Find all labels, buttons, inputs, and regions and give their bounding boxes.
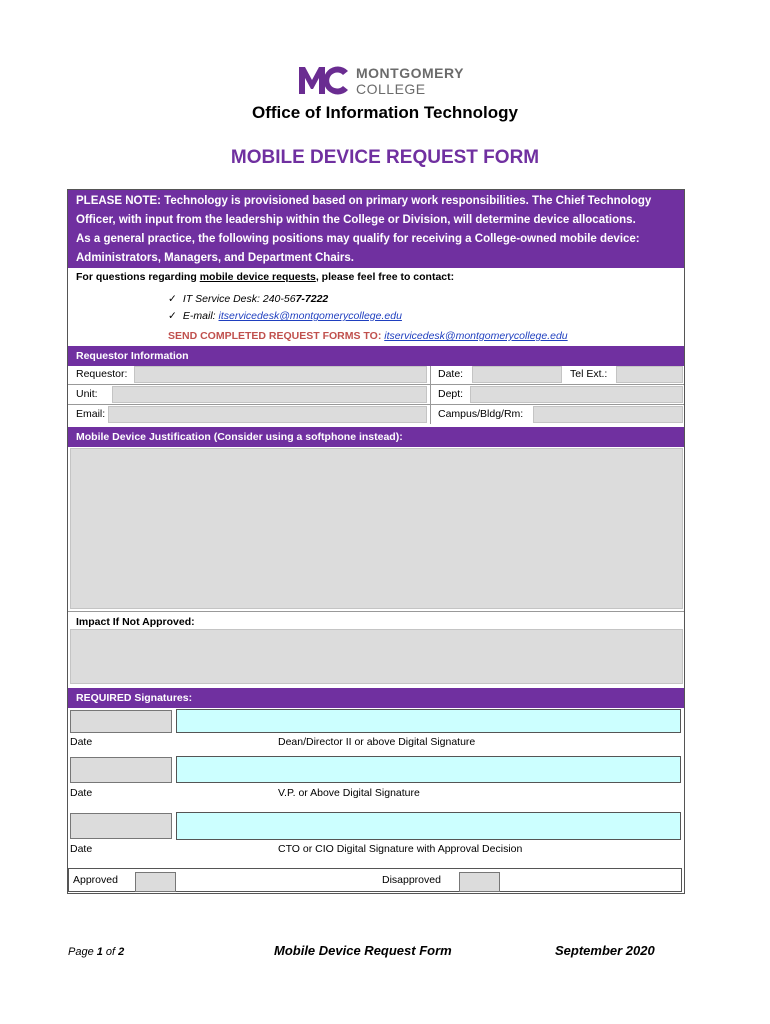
tel-ext-field[interactable] bbox=[616, 366, 683, 383]
email-field[interactable] bbox=[108, 406, 427, 423]
cto-signature-field[interactable] bbox=[176, 812, 681, 840]
impact-textarea[interactable] bbox=[70, 629, 683, 684]
disapproved-checkbox[interactable] bbox=[459, 872, 500, 892]
checkmark-icon: ✓ bbox=[168, 293, 177, 305]
divider bbox=[68, 384, 684, 385]
service-desk-email-link[interactable]: itservicedesk@montgomerycollege.edu bbox=[218, 310, 402, 322]
cto-signature-label: CTO or CIO Digital Signature with Approval Decision bbox=[278, 843, 523, 855]
divider bbox=[68, 611, 684, 612]
requestor-field[interactable] bbox=[134, 366, 427, 383]
logo-text-line2: COLLEGE bbox=[356, 81, 426, 97]
form-title: MOBILE DEVICE REQUEST FORM bbox=[230, 147, 540, 168]
divider bbox=[68, 404, 684, 405]
send-forms-line: SEND COMPLETED REQUEST FORMS TO: itservicedesk@montgomerycollege.edu bbox=[168, 330, 568, 342]
logo-text-line1: MONTGOMERY bbox=[356, 65, 464, 81]
signature-date-field-2[interactable] bbox=[70, 757, 172, 783]
office-title: Office of Information Technology bbox=[251, 103, 518, 122]
note-line: Officer, with input from the leadership within the College or Division, will determine device allocations. bbox=[76, 214, 636, 226]
date-field[interactable] bbox=[472, 366, 562, 383]
signature-date-field-1[interactable] bbox=[70, 710, 172, 733]
send-email-link[interactable]: itservicedesk@montgomerycollege.edu bbox=[384, 330, 568, 342]
signatures-section-header: REQUIRED Signatures: bbox=[68, 688, 684, 708]
dean-signature-field[interactable] bbox=[176, 709, 681, 733]
dean-signature-label: Dean/Director II or above Digital Signature bbox=[278, 736, 476, 748]
requestor-section-header: Requestor Information bbox=[68, 346, 684, 366]
checkmark-icon: ✓ bbox=[168, 310, 177, 322]
justification-section-header: Mobile Device Justification (Consider using a softphone instead): bbox=[68, 427, 684, 447]
service-desk-line: ✓ IT Service Desk: 240-567-7222 bbox=[168, 293, 329, 305]
justification-textarea[interactable] bbox=[70, 448, 683, 609]
requestor-label: Requestor: bbox=[76, 368, 128, 380]
note-line: Administrators, Managers, and Department Chairs. bbox=[76, 252, 354, 264]
date-label-2: Date bbox=[70, 787, 93, 799]
vp-signature-label: V.P. or Above Digital Signature bbox=[278, 787, 420, 799]
note-line: PLEASE NOTE: Technology is provisioned based on primary work responsibilities. The Chief Technology bbox=[76, 195, 652, 207]
impact-label: Impact If Not Approved: bbox=[76, 616, 195, 628]
please-note-box bbox=[68, 190, 684, 268]
dept-label: Dept: bbox=[438, 388, 464, 400]
column-divider bbox=[430, 366, 431, 424]
tel-ext-label: Tel Ext.: bbox=[570, 368, 608, 380]
unit-label: Unit: bbox=[76, 388, 98, 400]
campus-field[interactable] bbox=[533, 406, 683, 423]
page-number: Page 1 of 2 bbox=[68, 946, 125, 958]
date-label-1: Date bbox=[70, 736, 93, 748]
note-line: As a general practice, the following positions may qualify for receiving a College-owned mobile device: bbox=[76, 233, 640, 245]
approved-label: Approved bbox=[73, 874, 118, 886]
date-label: Date: bbox=[438, 368, 464, 380]
footer-form-name: Mobile Device Request Form bbox=[274, 943, 452, 958]
dept-field[interactable] bbox=[470, 386, 683, 403]
signature-date-field-3[interactable] bbox=[70, 813, 172, 839]
email-label: Email: bbox=[76, 408, 106, 420]
unit-field[interactable] bbox=[112, 386, 427, 403]
email-line: ✓ E-mail: itservicedesk@montgomerycollege.edu bbox=[168, 310, 402, 322]
approved-checkbox[interactable] bbox=[135, 872, 176, 892]
campus-label: Campus/Bldg/Rm: bbox=[438, 408, 524, 420]
mobile-requests-text: mobile device requests bbox=[199, 271, 316, 283]
contact-question: For questions regarding mobile device requests, please feel free to contact: bbox=[76, 271, 455, 283]
mc-logo-icon bbox=[298, 64, 350, 96]
vp-signature-field[interactable] bbox=[176, 756, 681, 783]
date-label-3: Date bbox=[70, 843, 93, 855]
disapproved-label: Disapproved bbox=[382, 874, 441, 886]
footer-date: September 2020 bbox=[555, 943, 655, 958]
